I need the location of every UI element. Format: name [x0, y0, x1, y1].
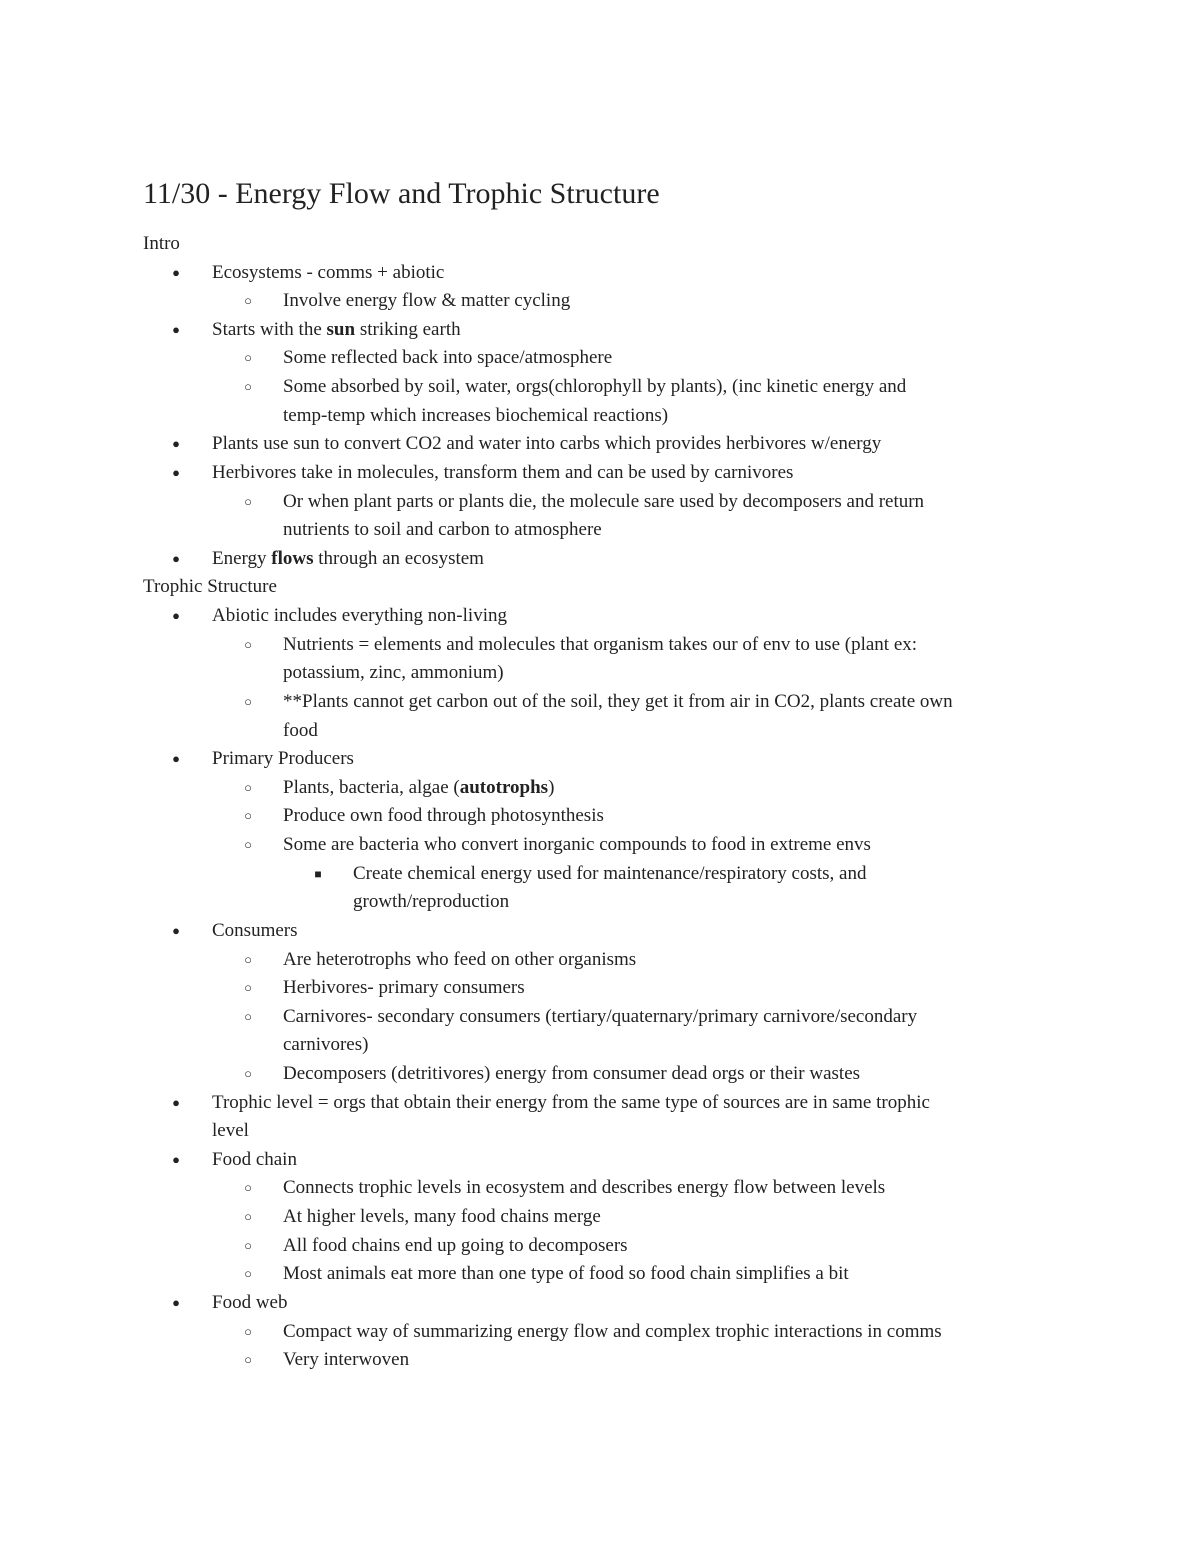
text-segment: Compact way of summarizing energy flow and complex trophic interactions in comms — [283, 1320, 942, 1342]
filled-bullet-icon: ● — [172, 922, 180, 938]
text-segment: Connects trophic levels in ecosystem and describes energy flow between levels — [283, 1177, 886, 1199]
filled-bullet-icon: ● — [172, 264, 180, 280]
text-segment: Energy — [212, 547, 272, 569]
text-segment: level — [212, 1120, 249, 1142]
section-heading — [143, 573, 277, 601]
hollow-bullet-icon: ○ — [244, 1323, 252, 1339]
list-item — [283, 1260, 849, 1288]
list-item — [283, 344, 612, 372]
text-segment: Trophic Structure — [143, 576, 277, 598]
hollow-bullet-icon: ○ — [244, 779, 252, 795]
hollow-bullet-icon: ○ — [244, 293, 252, 309]
list-item — [283, 688, 953, 716]
text-segment: Plants use sun to convert CO2 and water into carbs which provides herbivores w/energy — [212, 433, 882, 455]
text-segment: potassium, zinc, ammonium) — [283, 662, 504, 684]
filled-bullet-icon: ● — [172, 321, 180, 337]
hollow-bullet-icon: ○ — [244, 1209, 252, 1225]
bold-text: sun — [326, 318, 356, 340]
hollow-bullet-icon: ○ — [244, 1352, 252, 1368]
list-item — [212, 1089, 930, 1117]
list-item — [283, 373, 906, 401]
hollow-bullet-icon: ○ — [244, 1065, 252, 1081]
text-segment: Food web — [212, 1291, 288, 1313]
text-segment: Produce own food through photosynthesis — [283, 805, 604, 827]
text-segment: carnivores) — [283, 1034, 369, 1056]
list-item — [283, 631, 917, 659]
text-segment: growth/reproduction — [353, 891, 510, 913]
text-segment: ) — [548, 776, 555, 798]
text-segment: Abiotic includes everything non-living — [212, 605, 507, 627]
list-item — [283, 1174, 885, 1202]
text-segment: Herbivores take in molecules, transform them and can be used by carnivores — [212, 461, 794, 483]
list-item — [283, 1060, 860, 1088]
text-segment: Nutrients = elements and molecules that organism takes our of env to use (plant ex: — [283, 633, 918, 655]
hollow-bullet-icon: ○ — [244, 980, 252, 996]
page-title: 11/30 - Energy Flow and Trophic Structure — [143, 177, 660, 210]
list-item — [353, 888, 509, 916]
list-item — [283, 774, 554, 802]
hollow-bullet-icon: ○ — [244, 350, 252, 366]
hollow-bullet-icon: ○ — [244, 493, 252, 509]
bold-text: autotrophs — [459, 776, 549, 798]
list-item — [283, 717, 318, 745]
hollow-bullet-icon: ○ — [244, 808, 252, 824]
text-segment: Food chain — [212, 1148, 297, 1170]
text-segment: Primary Producers — [212, 748, 354, 770]
filled-bullet-icon: ● — [172, 1151, 180, 1167]
list-item — [353, 860, 867, 888]
filled-bullet-icon: ● — [172, 550, 180, 566]
text-segment: All food chains end up going to decomposers — [283, 1234, 628, 1256]
text-segment: **Plants cannot get carbon out of the soil, they get it from air in CO2, plants create own — [283, 690, 953, 712]
filled-bullet-icon: ● — [172, 1094, 180, 1110]
list-item — [283, 1031, 368, 1059]
hollow-bullet-icon: ○ — [244, 1266, 252, 1282]
filled-bullet-icon: ● — [172, 1294, 180, 1310]
list-item — [283, 402, 668, 430]
list-item — [212, 430, 881, 458]
text-segment: Most animals eat more than one type of food so food chain simplifies a bit — [283, 1263, 849, 1285]
filled-bullet-icon: ● — [172, 464, 180, 480]
list-item — [212, 602, 507, 630]
text-segment: Some reflected back into space/atmosphere — [283, 347, 613, 369]
list-item — [283, 831, 871, 859]
hollow-bullet-icon: ○ — [244, 1237, 252, 1253]
list-item — [212, 1146, 297, 1174]
text-segment: through an ecosystem — [313, 547, 484, 569]
text-segment: Some absorbed by soil, water, orgs(chlorophyll by plants), (inc kinetic energy and — [283, 376, 907, 398]
list-item — [212, 917, 298, 945]
text-segment: Consumers — [212, 919, 298, 941]
hollow-bullet-icon: ○ — [244, 379, 252, 395]
text-segment: Involve energy flow & matter cycling — [283, 290, 571, 312]
list-item — [212, 316, 461, 344]
list-item — [212, 459, 793, 487]
text-segment: Are heterotrophs who feed on other organisms — [283, 948, 637, 970]
section-heading — [143, 230, 180, 258]
filled-bullet-icon: ● — [172, 751, 180, 767]
text-segment: temp-temp which increases biochemical reactions) — [283, 404, 669, 426]
list-item — [212, 1117, 249, 1145]
list-item — [212, 1289, 287, 1317]
text-segment: Plants, bacteria, algae ( — [283, 776, 460, 798]
text-segment: Carnivores- secondary consumers (tertiary/quaternary/primary carnivore/secondary — [283, 1005, 918, 1027]
list-item — [283, 488, 924, 516]
list-item — [283, 1346, 409, 1374]
text-segment: Herbivores- primary consumers — [283, 977, 525, 999]
text-segment: Trophic level = orgs that obtain their energy from the same type of sources are in same trophic — [212, 1091, 930, 1113]
list-item — [283, 974, 525, 1002]
list-item — [283, 1003, 917, 1031]
list-item — [283, 1318, 942, 1346]
list-item — [212, 259, 444, 287]
list-item — [283, 287, 570, 315]
text-segment: At higher levels, many food chains merge — [283, 1206, 601, 1228]
square-bullet-icon: ■ — [314, 866, 322, 881]
filled-bullet-icon: ● — [172, 608, 180, 624]
hollow-bullet-icon: ○ — [244, 693, 252, 709]
list-item — [212, 545, 484, 573]
list-item — [283, 1232, 628, 1260]
text-segment: Intro — [143, 233, 180, 254]
list-item — [283, 802, 604, 830]
filled-bullet-icon: ● — [172, 436, 180, 452]
text-segment: Create chemical energy used for maintenance/respiratory costs, and — [353, 862, 867, 884]
list-item — [283, 659, 504, 687]
hollow-bullet-icon: ○ — [244, 1180, 252, 1196]
text-segment: nutrients to soil and carbon to atmosphere — [283, 519, 602, 541]
text-segment: Starts with the — [212, 318, 327, 340]
list-item — [283, 516, 602, 544]
hollow-bullet-icon: ○ — [244, 636, 252, 652]
bold-text: flows — [271, 547, 314, 569]
text-segment: Very interwoven — [283, 1349, 410, 1371]
text-segment: striking earth — [355, 318, 461, 340]
text-segment: food — [283, 719, 318, 741]
hollow-bullet-icon: ○ — [244, 1008, 252, 1024]
text-segment: Ecosystems - comms + abiotic — [212, 261, 445, 283]
text-segment: Or when plant parts or plants die, the molecule sare used by decomposers and return — [283, 490, 925, 512]
hollow-bullet-icon: ○ — [244, 837, 252, 853]
list-item — [283, 1203, 601, 1231]
hollow-bullet-icon: ○ — [244, 951, 252, 967]
list-item — [283, 946, 636, 974]
text-segment: Decomposers (detritivores) energy from consumer dead orgs or their wastes — [283, 1062, 861, 1084]
text-segment: Some are bacteria who convert inorganic compounds to food in extreme envs — [283, 834, 871, 856]
list-item — [212, 745, 354, 773]
